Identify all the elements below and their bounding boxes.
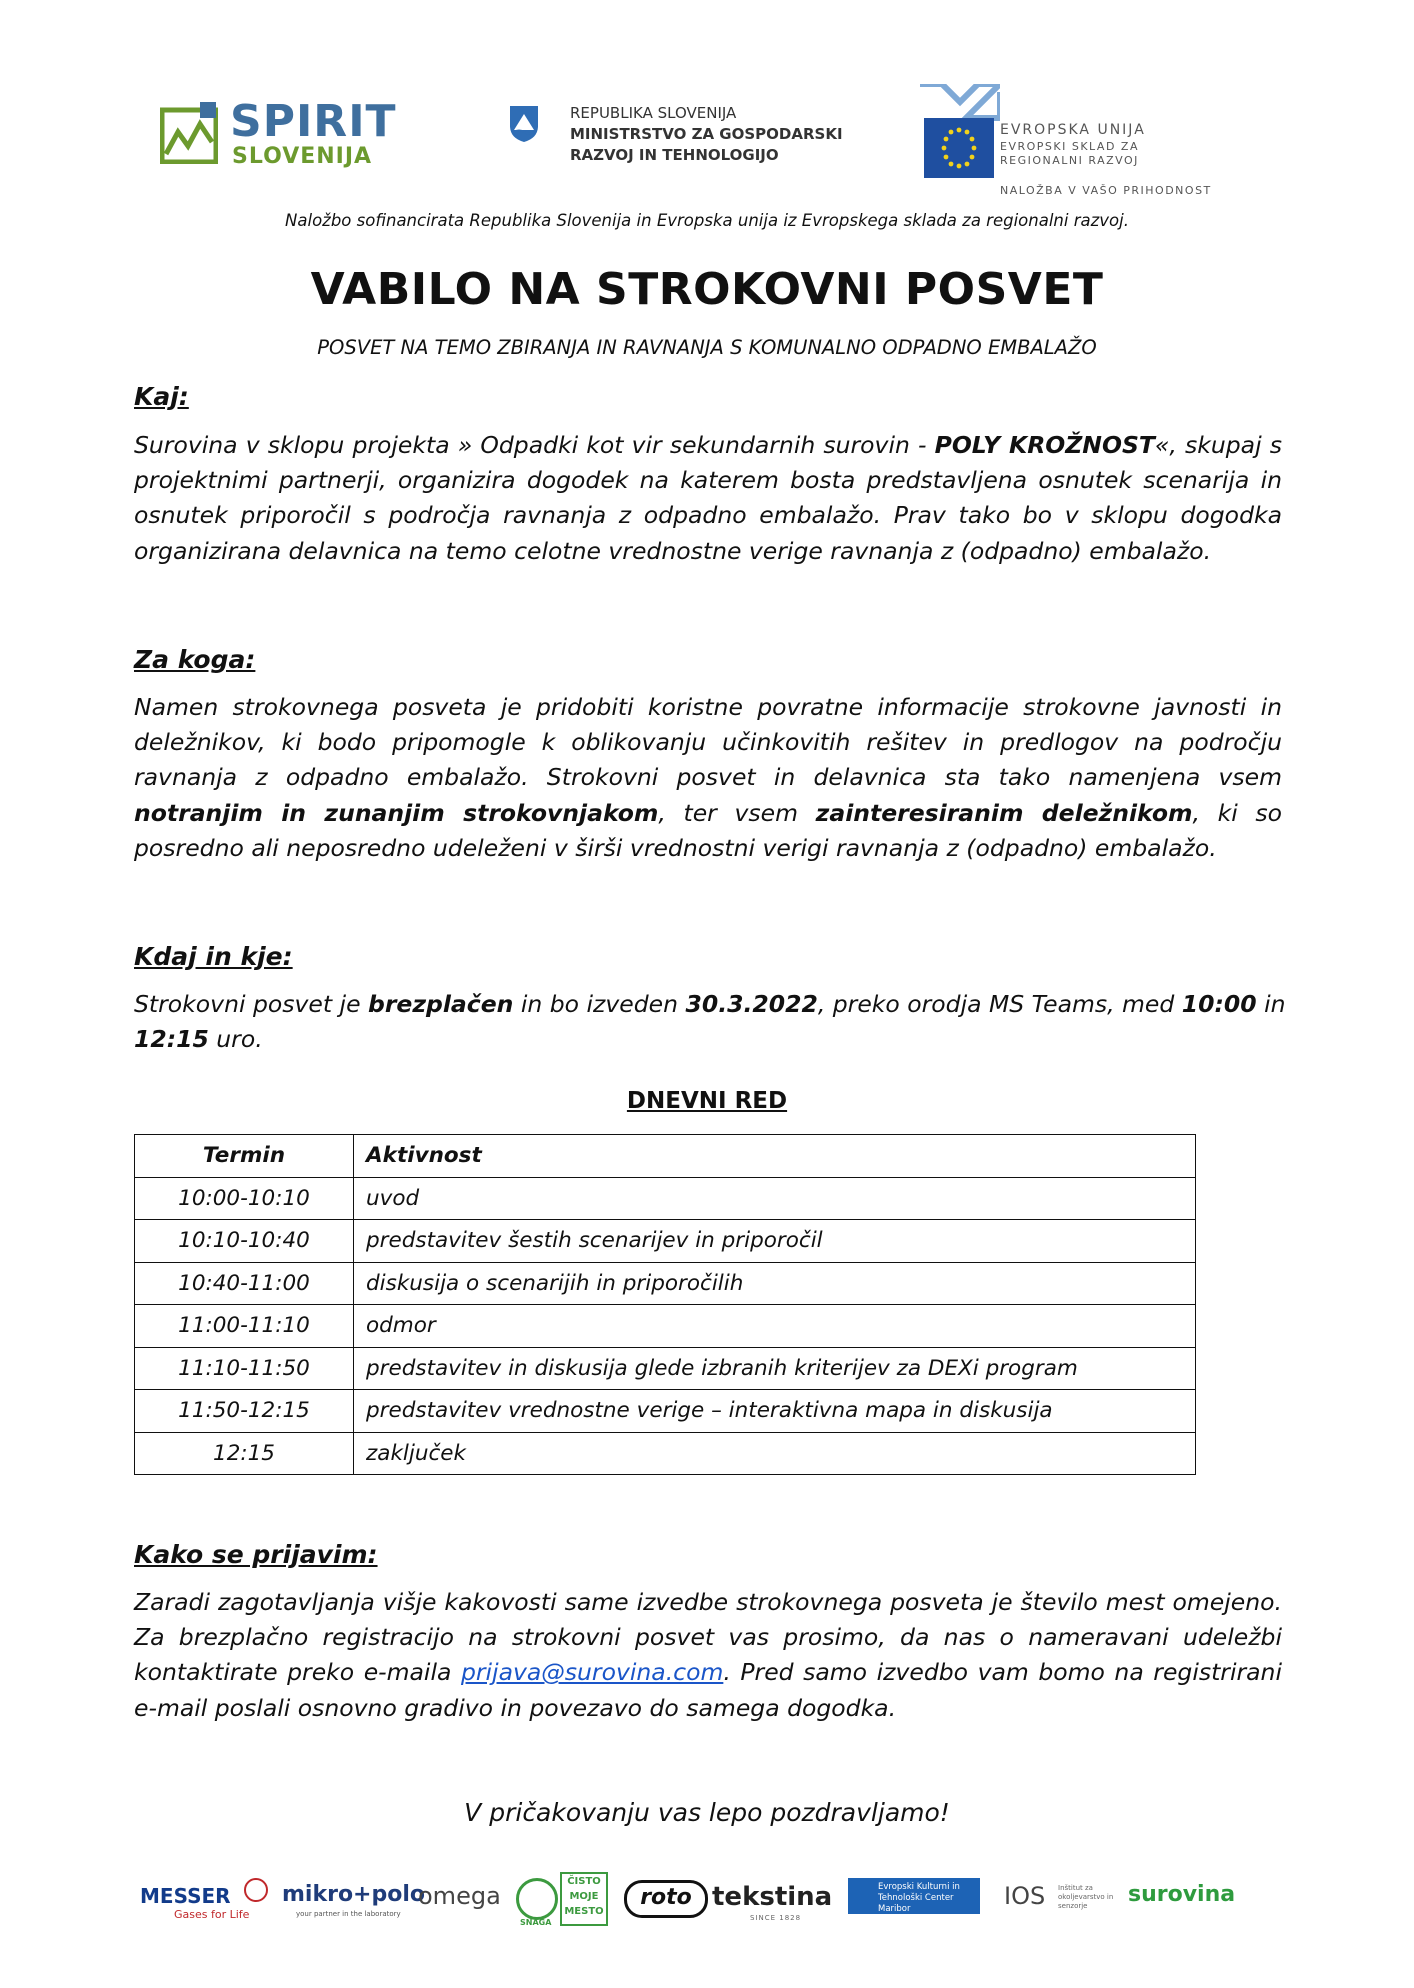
roto-logo: roto bbox=[624, 1880, 708, 1918]
cisto-moje-mesto-logo: ČISTO MOJE MESTO bbox=[560, 1872, 608, 1926]
agenda-time: 10:00-10:10 bbox=[135, 1177, 354, 1220]
agenda-time: 11:50-12:15 bbox=[135, 1390, 354, 1433]
agenda-header-row bbox=[135, 1135, 1196, 1178]
eu-line-2: EVROPSKI SKLAD ZA bbox=[1000, 140, 1139, 153]
eu-regional-fund-logo bbox=[920, 84, 1220, 197]
agenda-row bbox=[135, 1390, 1196, 1433]
page-subtitle: POSVET NA TEMO ZBIRANJA IN RAVNANJA S KOMUNALNO ODPADNO EMBALAŽO bbox=[317, 336, 1097, 359]
ministry-line-3: RAZVOJ IN TEHNOLOGIJO bbox=[570, 146, 779, 164]
eu-line-3: REGIONALNI RAZVOJ bbox=[1000, 154, 1139, 167]
page-title: VABILO NA STROKOVNI POSVET bbox=[310, 264, 1104, 315]
partner-logos bbox=[140, 1872, 1280, 1932]
agenda-time: 10:40-11:00 bbox=[135, 1262, 354, 1305]
agenda-time: 10:10-10:40 bbox=[135, 1220, 354, 1263]
agenda-activity: predstavitev šestih scenarijev in priporočil bbox=[354, 1220, 1196, 1263]
agenda-row bbox=[135, 1432, 1196, 1475]
spirit-logo-icon bbox=[160, 102, 218, 164]
agenda-activity: predstavitev vrednostne verige – interaktivna mapa in diskusija bbox=[354, 1390, 1196, 1433]
ministry-logo bbox=[508, 102, 843, 172]
ministry-line-1: REPUBLIKA SLOVENIJA bbox=[570, 104, 737, 122]
section-text-za-koga: Namen strokovnega posveta je pridobiti koristne povratne informacije strokovne javnosti in deležnikov, ki bodo pripomogle k oblikovanju učinkovitih rešitev in predlogov na področju ravnanja z odpadno embalažo. Strokovni posvet in delavnica sta tako namenjena vsem notranjim in zunanjim strokovnjakom, ter vsem zainteresiranim deležnikom, ki so posredno ali neposredno udeleženi v širši vrednostni verigi ravnanja z (odpadno) embalažo. bbox=[134, 693, 1282, 862]
agenda-activity: predstavitev in diskusija glede izbranih kriterijev za DEXi program bbox=[354, 1347, 1196, 1390]
agenda-table bbox=[134, 1134, 1196, 1475]
section-text-kaj: Surovina v sklopu projekta » Odpadki kot vir sekundarnih surovin - POLY KROŽNOST«, skupaj s projektnimi partnerji, organizira dogodek na katerem bosta predstavljena osnutek scenarija in osnutek priporočil s področja ravnanja z odpadno embalažo. Prav tako bo v sklopu dogodka organizirana delavnica na temo celotne vrednostne verige ravnanja z (odpadno) embalažo. bbox=[134, 431, 1282, 565]
agenda-row bbox=[135, 1305, 1196, 1348]
eu-line-1: EVROPSKA UNIJA bbox=[1000, 122, 1146, 138]
section-text-kako-se-prijavim: Zaradi zagotavljanja višje kakovosti same izvedbe strokovnega posveta je število mest omejeno. Za brezplačno registracijo na strokovni posvet vas prosimo, da nas o nameravani udeležbi kontaktirate preko e-maila prijava@surovina.com. Pred samo izvedbo vam bomo na registrirani e-mail poslali osnovno gradivo in povezavo do samega dogodka. bbox=[134, 1588, 1282, 1722]
ektc-maribor-logo: Evropski Kulturni in Tehnološki Center Maribor bbox=[848, 1878, 980, 1914]
messer-circle-icon bbox=[244, 1878, 268, 1902]
tekstina-logo: tekstina bbox=[712, 1882, 833, 1912]
eu-flag-icon bbox=[920, 84, 1000, 184]
agenda-col-termin: Termin bbox=[135, 1135, 354, 1178]
agenda-time: 11:00-11:10 bbox=[135, 1305, 354, 1348]
registration-email-link[interactable]: prijava@surovina.com bbox=[460, 1658, 724, 1687]
messer-logo: MESSER bbox=[140, 1884, 231, 1908]
surovina-logo: surovina bbox=[1128, 1882, 1236, 1907]
mikro-polo-tagline: your partner in the laboratory bbox=[296, 1910, 401, 1918]
section-text-kdaj-in-kje: Strokovni posvet je brezplačen in bo izveden 30.3.2022, preko orodja MS Teams, med 10:00 in 12:15 uro. bbox=[134, 990, 1286, 1054]
agenda-col-aktivnost: Aktivnost bbox=[354, 1135, 1196, 1178]
agenda-activity: odmor bbox=[354, 1305, 1196, 1348]
spirit-slovenija-logo bbox=[160, 98, 400, 178]
slovenia-crest-icon bbox=[508, 104, 540, 144]
section-heading-kaj: Kaj: bbox=[134, 382, 189, 411]
agenda-activity: diskusija o scenarijih in priporočilih bbox=[354, 1262, 1196, 1305]
ios-tagline: Inštitut za okoljevarstvo in senzorje bbox=[1058, 1884, 1114, 1910]
agenda-row bbox=[135, 1262, 1196, 1305]
section-heading-za-koga: Za koga: bbox=[134, 645, 256, 674]
omega-logo: omega bbox=[418, 1882, 501, 1910]
cofinancing-note: Naložbo sofinancirata Republika Slovenija in Evropska unija iz Evropskega sklada za regionalni razvoj. bbox=[285, 211, 1129, 230]
agenda-activity: zaključek bbox=[354, 1432, 1196, 1475]
tekstina-since: SINCE 1828 bbox=[750, 1914, 802, 1922]
spirit-subtitle: SLOVENIJA bbox=[232, 144, 373, 169]
agenda-time: 11:10-11:50 bbox=[135, 1347, 354, 1390]
section-heading-kdaj-in-kje: Kdaj in kje: bbox=[134, 942, 293, 971]
agenda-row bbox=[135, 1220, 1196, 1263]
mikro-polo-logo: mikro+polo bbox=[282, 1882, 426, 1907]
section-heading-kako-se-prijavim: Kako se prijavim: bbox=[134, 1540, 378, 1569]
spirit-wordmark: SPIRIT bbox=[230, 96, 397, 147]
agenda-title: DNEVNI RED bbox=[626, 1088, 788, 1114]
messer-tagline: Gases for Life bbox=[174, 1908, 250, 1921]
closing-greeting: V pričakovanju vas lepo pozdravljamo! bbox=[464, 1798, 950, 1827]
agenda-activity: uvod bbox=[354, 1177, 1196, 1220]
snaga-logo-text: SNAGA bbox=[520, 1918, 552, 1927]
ministry-line-2: MINISTRSTVO ZA GOSPODARSKI bbox=[570, 125, 843, 143]
agenda-row bbox=[135, 1177, 1196, 1220]
eu-line-4: NALOŽBA V VAŠO PRIHODNOST bbox=[1000, 184, 1212, 197]
ios-logo: IOS bbox=[1004, 1882, 1046, 1910]
agenda-row bbox=[135, 1347, 1196, 1390]
snaga-emblem-icon bbox=[516, 1878, 558, 1920]
agenda-time: 12:15 bbox=[135, 1432, 354, 1475]
